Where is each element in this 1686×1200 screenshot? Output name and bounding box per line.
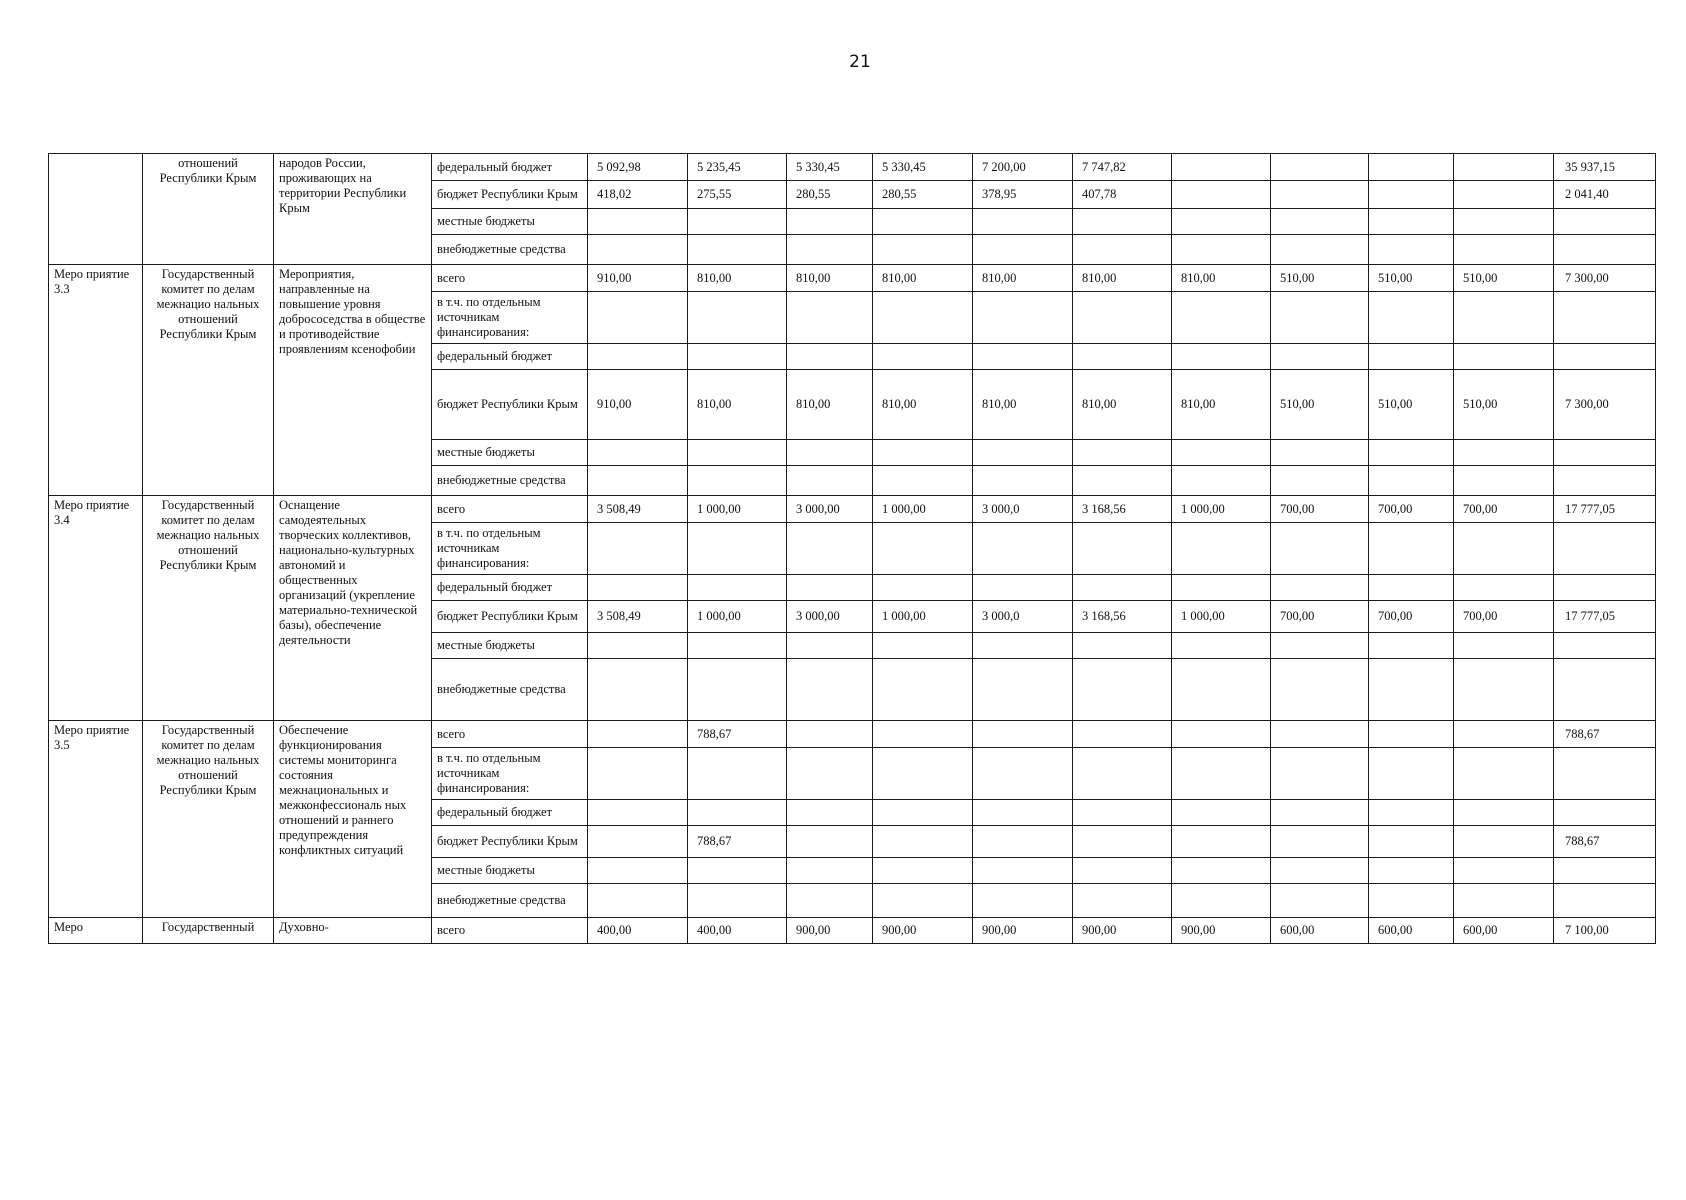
value-cell bbox=[1454, 800, 1554, 826]
value-cell: 900,00 bbox=[873, 918, 973, 944]
value-cell bbox=[787, 209, 873, 235]
value-cell bbox=[1454, 748, 1554, 800]
value-cell bbox=[1454, 659, 1554, 721]
measure-id-cell bbox=[49, 154, 143, 265]
value-cell bbox=[688, 466, 787, 496]
value-cell bbox=[688, 858, 787, 884]
value-cell bbox=[787, 292, 873, 344]
value-cell bbox=[1271, 826, 1369, 858]
value-cell bbox=[1271, 884, 1369, 918]
value-cell bbox=[873, 800, 973, 826]
value-cell bbox=[973, 748, 1073, 800]
value-cell bbox=[688, 440, 787, 466]
value-cell: 3 000,00 bbox=[787, 496, 873, 523]
funding-source-cell: бюджет Республики Крым bbox=[432, 826, 588, 858]
value-cell bbox=[1172, 466, 1271, 496]
value-cell bbox=[787, 659, 873, 721]
value-cell: 900,00 bbox=[1172, 918, 1271, 944]
value-cell bbox=[1454, 633, 1554, 659]
funding-source-cell: всего bbox=[432, 721, 588, 748]
value-cell bbox=[1271, 800, 1369, 826]
value-cell bbox=[1172, 440, 1271, 466]
value-cell bbox=[1073, 633, 1172, 659]
total-cell bbox=[1554, 659, 1656, 721]
value-cell bbox=[688, 659, 787, 721]
value-cell: 5 330,45 bbox=[787, 154, 873, 181]
value-cell bbox=[1172, 800, 1271, 826]
value-cell bbox=[873, 748, 973, 800]
value-cell bbox=[787, 633, 873, 659]
value-cell bbox=[1271, 748, 1369, 800]
value-cell: 3 000,00 bbox=[787, 601, 873, 633]
value-cell bbox=[973, 800, 1073, 826]
funding-source-cell: федеральный бюджет bbox=[432, 575, 588, 601]
value-cell bbox=[1073, 858, 1172, 884]
value-cell bbox=[688, 344, 787, 370]
value-cell bbox=[873, 466, 973, 496]
funding-source-cell: местные бюджеты bbox=[432, 633, 588, 659]
value-cell bbox=[588, 826, 688, 858]
value-cell bbox=[1271, 659, 1369, 721]
value-cell: 788,67 bbox=[688, 826, 787, 858]
value-cell bbox=[1454, 523, 1554, 575]
value-cell: 275,55 bbox=[688, 181, 787, 209]
total-cell: 788,67 bbox=[1554, 721, 1656, 748]
value-cell: 3 168,56 bbox=[1073, 496, 1172, 523]
value-cell bbox=[1454, 858, 1554, 884]
value-cell bbox=[1271, 440, 1369, 466]
total-cell bbox=[1554, 858, 1656, 884]
funding-source-cell: внебюджетные средства bbox=[432, 466, 588, 496]
total-cell bbox=[1554, 884, 1656, 918]
funding-source-cell: федеральный бюджет bbox=[432, 344, 588, 370]
value-cell: 3 168,56 bbox=[1073, 601, 1172, 633]
value-cell bbox=[1073, 344, 1172, 370]
value-cell bbox=[973, 440, 1073, 466]
value-cell bbox=[1369, 523, 1454, 575]
value-cell bbox=[688, 800, 787, 826]
measure-description-cell: Оснащение самодеятельных творческих коллективов, национально-культурных автономий и общественных организаций (укрепление материально-технической базы), обеспечение деятельности bbox=[274, 496, 432, 721]
total-cell bbox=[1554, 575, 1656, 601]
value-cell bbox=[973, 659, 1073, 721]
value-cell bbox=[1172, 884, 1271, 918]
value-cell bbox=[588, 800, 688, 826]
value-cell bbox=[588, 235, 688, 265]
value-cell bbox=[1369, 800, 1454, 826]
value-cell bbox=[973, 826, 1073, 858]
table-row bbox=[49, 496, 1656, 523]
value-cell bbox=[1271, 523, 1369, 575]
value-cell bbox=[1454, 181, 1554, 209]
value-cell bbox=[1454, 209, 1554, 235]
value-cell bbox=[1172, 748, 1271, 800]
value-cell bbox=[1172, 154, 1271, 181]
measure-description-cell: Духовно- bbox=[274, 918, 432, 944]
funding-source-cell: бюджет Республики Крым bbox=[432, 370, 588, 440]
value-cell bbox=[787, 748, 873, 800]
total-cell bbox=[1554, 800, 1656, 826]
value-cell bbox=[973, 466, 1073, 496]
value-cell: 510,00 bbox=[1454, 265, 1554, 292]
value-cell: 910,00 bbox=[588, 265, 688, 292]
value-cell: 910,00 bbox=[588, 370, 688, 440]
value-cell bbox=[1073, 884, 1172, 918]
value-cell bbox=[1073, 721, 1172, 748]
value-cell bbox=[873, 440, 973, 466]
value-cell bbox=[1271, 721, 1369, 748]
funding-source-cell: внебюджетные средства bbox=[432, 235, 588, 265]
value-cell bbox=[1073, 659, 1172, 721]
value-cell bbox=[1172, 344, 1271, 370]
value-cell bbox=[973, 633, 1073, 659]
value-cell bbox=[1271, 209, 1369, 235]
value-cell bbox=[1369, 633, 1454, 659]
value-cell: 810,00 bbox=[1073, 370, 1172, 440]
value-cell bbox=[1454, 575, 1554, 601]
value-cell bbox=[1369, 826, 1454, 858]
funding-source-cell: местные бюджеты bbox=[432, 440, 588, 466]
value-cell bbox=[1172, 633, 1271, 659]
value-cell: 510,00 bbox=[1271, 265, 1369, 292]
value-cell: 1 000,00 bbox=[873, 601, 973, 633]
value-cell bbox=[787, 826, 873, 858]
measure-id-cell: Меро приятие 3.5 bbox=[49, 721, 143, 918]
value-cell bbox=[973, 344, 1073, 370]
value-cell: 1 000,00 bbox=[688, 601, 787, 633]
funding-source-cell: внебюджетные средства bbox=[432, 659, 588, 721]
value-cell bbox=[1369, 721, 1454, 748]
value-cell bbox=[588, 884, 688, 918]
value-cell bbox=[1369, 209, 1454, 235]
value-cell bbox=[1073, 826, 1172, 858]
value-cell bbox=[973, 235, 1073, 265]
funding-source-cell: местные бюджеты bbox=[432, 209, 588, 235]
value-cell bbox=[1172, 181, 1271, 209]
funding-source-cell: бюджет Республики Крым bbox=[432, 181, 588, 209]
value-cell bbox=[1172, 858, 1271, 884]
funding-source-cell: всего bbox=[432, 496, 588, 523]
value-cell: 400,00 bbox=[688, 918, 787, 944]
value-cell bbox=[787, 523, 873, 575]
value-cell: 700,00 bbox=[1369, 601, 1454, 633]
value-cell bbox=[1454, 292, 1554, 344]
value-cell bbox=[1369, 858, 1454, 884]
value-cell bbox=[873, 884, 973, 918]
value-cell: 810,00 bbox=[1073, 265, 1172, 292]
value-cell bbox=[787, 575, 873, 601]
value-cell bbox=[973, 292, 1073, 344]
total-cell bbox=[1554, 633, 1656, 659]
funding-source-cell: в т.ч. по отдельным источникам финансирования: bbox=[432, 523, 588, 575]
value-cell bbox=[1369, 440, 1454, 466]
value-cell bbox=[588, 209, 688, 235]
total-cell bbox=[1554, 466, 1656, 496]
funding-source-cell: всего bbox=[432, 265, 588, 292]
value-cell bbox=[1271, 575, 1369, 601]
total-cell bbox=[1554, 748, 1656, 800]
value-cell bbox=[873, 633, 973, 659]
value-cell bbox=[588, 633, 688, 659]
value-cell bbox=[873, 858, 973, 884]
funding-source-cell: федеральный бюджет bbox=[432, 800, 588, 826]
value-cell bbox=[1172, 235, 1271, 265]
value-cell bbox=[588, 858, 688, 884]
value-cell bbox=[873, 523, 973, 575]
funding-source-cell: бюджет Республики Крым bbox=[432, 601, 588, 633]
value-cell: 600,00 bbox=[1454, 918, 1554, 944]
value-cell: 810,00 bbox=[688, 370, 787, 440]
value-cell bbox=[787, 466, 873, 496]
value-cell bbox=[688, 235, 787, 265]
measure-id-cell: Меро приятие 3.4 bbox=[49, 496, 143, 721]
value-cell bbox=[1271, 344, 1369, 370]
value-cell bbox=[1172, 826, 1271, 858]
value-cell: 810,00 bbox=[873, 370, 973, 440]
value-cell bbox=[1172, 209, 1271, 235]
value-cell bbox=[688, 523, 787, 575]
funding-source-cell: федеральный бюджет bbox=[432, 154, 588, 181]
value-cell bbox=[1271, 858, 1369, 884]
value-cell bbox=[1172, 292, 1271, 344]
value-cell bbox=[787, 858, 873, 884]
executor-cell: Государственный комитет по делам межнацио нальных отношений Республики Крым bbox=[143, 496, 274, 721]
value-cell bbox=[588, 466, 688, 496]
value-cell bbox=[1271, 466, 1369, 496]
value-cell bbox=[1073, 292, 1172, 344]
value-cell: 5 092,98 bbox=[588, 154, 688, 181]
value-cell bbox=[1369, 884, 1454, 918]
value-cell bbox=[973, 209, 1073, 235]
total-cell: 7 300,00 bbox=[1554, 265, 1656, 292]
value-cell bbox=[1454, 884, 1554, 918]
value-cell: 810,00 bbox=[688, 265, 787, 292]
total-cell: 17 777,05 bbox=[1554, 496, 1656, 523]
value-cell: 3 508,49 bbox=[588, 496, 688, 523]
value-cell: 3 000,0 bbox=[973, 601, 1073, 633]
value-cell bbox=[873, 721, 973, 748]
value-cell: 3 508,49 bbox=[588, 601, 688, 633]
value-cell: 700,00 bbox=[1454, 496, 1554, 523]
funding-source-cell: местные бюджеты bbox=[432, 858, 588, 884]
value-cell: 700,00 bbox=[1271, 496, 1369, 523]
total-cell bbox=[1554, 235, 1656, 265]
funding-source-cell: в т.ч. по отдельным источникам финансирования: bbox=[432, 748, 588, 800]
value-cell bbox=[1073, 748, 1172, 800]
value-cell: 510,00 bbox=[1454, 370, 1554, 440]
measure-description-cell: Обеспечение функционирования системы мониторинга состояния межнациональных и межконфессиональ ных отношений и раннего предупреждения конфликтных ситуаций bbox=[274, 721, 432, 918]
table-row bbox=[49, 265, 1656, 292]
value-cell bbox=[688, 748, 787, 800]
value-cell bbox=[873, 344, 973, 370]
value-cell: 1 000,00 bbox=[873, 496, 973, 523]
value-cell bbox=[873, 826, 973, 858]
value-cell bbox=[873, 235, 973, 265]
value-cell: 700,00 bbox=[1271, 601, 1369, 633]
page-number: 21 bbox=[849, 52, 871, 72]
value-cell bbox=[873, 292, 973, 344]
value-cell bbox=[1073, 235, 1172, 265]
value-cell: 810,00 bbox=[1172, 265, 1271, 292]
value-cell bbox=[1369, 292, 1454, 344]
funding-source-cell: в т.ч. по отдельным источникам финансирования: bbox=[432, 292, 588, 344]
value-cell bbox=[1172, 575, 1271, 601]
total-cell: 7 100,00 bbox=[1554, 918, 1656, 944]
value-cell: 510,00 bbox=[1271, 370, 1369, 440]
value-cell bbox=[688, 884, 787, 918]
value-cell: 700,00 bbox=[1369, 496, 1454, 523]
value-cell bbox=[588, 344, 688, 370]
executor-cell: Государственный bbox=[143, 918, 274, 944]
value-cell bbox=[1369, 344, 1454, 370]
value-cell bbox=[1454, 826, 1554, 858]
value-cell: 900,00 bbox=[973, 918, 1073, 944]
value-cell bbox=[787, 344, 873, 370]
value-cell: 510,00 bbox=[1369, 265, 1454, 292]
value-cell bbox=[588, 748, 688, 800]
total-cell: 2 041,40 bbox=[1554, 181, 1656, 209]
value-cell: 600,00 bbox=[1271, 918, 1369, 944]
table-row bbox=[49, 721, 1656, 748]
funding-source-cell: всего bbox=[432, 918, 588, 944]
value-cell bbox=[1073, 209, 1172, 235]
value-cell: 700,00 bbox=[1454, 601, 1554, 633]
total-cell bbox=[1554, 292, 1656, 344]
value-cell: 810,00 bbox=[787, 265, 873, 292]
table-row bbox=[49, 154, 1656, 181]
funding-source-cell: внебюджетные средства bbox=[432, 884, 588, 918]
value-cell: 400,00 bbox=[588, 918, 688, 944]
value-cell bbox=[588, 721, 688, 748]
value-cell bbox=[1454, 344, 1554, 370]
value-cell bbox=[1369, 575, 1454, 601]
value-cell bbox=[1369, 181, 1454, 209]
measure-id-cell: Меро bbox=[49, 918, 143, 944]
value-cell bbox=[787, 800, 873, 826]
value-cell bbox=[1073, 800, 1172, 826]
value-cell bbox=[1271, 235, 1369, 265]
value-cell bbox=[973, 575, 1073, 601]
value-cell bbox=[1073, 523, 1172, 575]
table-row bbox=[49, 918, 1656, 944]
value-cell: 378,95 bbox=[973, 181, 1073, 209]
value-cell: 510,00 bbox=[1369, 370, 1454, 440]
value-cell: 788,67 bbox=[688, 721, 787, 748]
value-cell bbox=[973, 884, 1073, 918]
value-cell bbox=[688, 633, 787, 659]
total-cell bbox=[1554, 523, 1656, 575]
executor-cell: Государственный комитет по делам межнацио нальных отношений Республики Крым bbox=[143, 721, 274, 918]
value-cell bbox=[1454, 440, 1554, 466]
value-cell bbox=[1454, 466, 1554, 496]
total-cell: 35 937,15 bbox=[1554, 154, 1656, 181]
value-cell bbox=[1271, 292, 1369, 344]
value-cell: 1 000,00 bbox=[688, 496, 787, 523]
value-cell: 900,00 bbox=[787, 918, 873, 944]
value-cell: 407,78 bbox=[1073, 181, 1172, 209]
value-cell: 5 330,45 bbox=[873, 154, 973, 181]
value-cell bbox=[973, 523, 1073, 575]
value-cell bbox=[1271, 181, 1369, 209]
value-cell bbox=[588, 523, 688, 575]
value-cell bbox=[1271, 633, 1369, 659]
value-cell bbox=[588, 659, 688, 721]
value-cell bbox=[1172, 523, 1271, 575]
value-cell bbox=[1172, 659, 1271, 721]
value-cell bbox=[588, 575, 688, 601]
value-cell bbox=[1454, 721, 1554, 748]
total-cell: 7 300,00 bbox=[1554, 370, 1656, 440]
value-cell: 810,00 bbox=[1172, 370, 1271, 440]
total-cell bbox=[1554, 209, 1656, 235]
value-cell bbox=[787, 440, 873, 466]
value-cell bbox=[1369, 659, 1454, 721]
value-cell bbox=[873, 209, 973, 235]
value-cell bbox=[973, 858, 1073, 884]
measure-id-cell: Меро приятие 3.3 bbox=[49, 265, 143, 496]
total-cell bbox=[1554, 344, 1656, 370]
value-cell: 1 000,00 bbox=[1172, 496, 1271, 523]
value-cell bbox=[1369, 466, 1454, 496]
value-cell bbox=[1271, 154, 1369, 181]
value-cell bbox=[1172, 721, 1271, 748]
value-cell bbox=[688, 209, 787, 235]
value-cell bbox=[873, 575, 973, 601]
value-cell bbox=[1369, 154, 1454, 181]
value-cell: 7 200,00 bbox=[973, 154, 1073, 181]
value-cell bbox=[973, 721, 1073, 748]
value-cell: 1 000,00 bbox=[1172, 601, 1271, 633]
value-cell: 810,00 bbox=[873, 265, 973, 292]
value-cell bbox=[787, 884, 873, 918]
value-cell: 5 235,45 bbox=[688, 154, 787, 181]
value-cell bbox=[1454, 235, 1554, 265]
executor-cell: отношений Республики Крым bbox=[143, 154, 274, 265]
value-cell: 600,00 bbox=[1369, 918, 1454, 944]
value-cell: 3 000,0 bbox=[973, 496, 1073, 523]
value-cell bbox=[787, 721, 873, 748]
total-cell bbox=[1554, 440, 1656, 466]
value-cell: 900,00 bbox=[1073, 918, 1172, 944]
value-cell bbox=[1073, 440, 1172, 466]
measure-description-cell: Мероприятия, направленные на повышение уровня добрососедства в обществе и противодействие проявлениям ксенофобии bbox=[274, 265, 432, 496]
value-cell: 280,55 bbox=[873, 181, 973, 209]
measure-description-cell: народов России, проживающих на территории Республики Крым bbox=[274, 154, 432, 265]
value-cell bbox=[688, 292, 787, 344]
value-cell bbox=[588, 292, 688, 344]
value-cell bbox=[688, 575, 787, 601]
budget-table bbox=[48, 153, 1656, 944]
value-cell bbox=[873, 659, 973, 721]
value-cell: 418,02 bbox=[588, 181, 688, 209]
value-cell bbox=[1073, 466, 1172, 496]
executor-cell: Государственный комитет по делам межнацио нальных отношений Республики Крым bbox=[143, 265, 274, 496]
total-cell: 788,67 bbox=[1554, 826, 1656, 858]
value-cell bbox=[1369, 748, 1454, 800]
value-cell bbox=[1454, 154, 1554, 181]
value-cell bbox=[1369, 235, 1454, 265]
value-cell: 280,55 bbox=[787, 181, 873, 209]
value-cell: 810,00 bbox=[973, 265, 1073, 292]
value-cell bbox=[787, 235, 873, 265]
value-cell bbox=[1073, 575, 1172, 601]
value-cell: 810,00 bbox=[973, 370, 1073, 440]
value-cell: 7 747,82 bbox=[1073, 154, 1172, 181]
value-cell bbox=[588, 440, 688, 466]
total-cell: 17 777,05 bbox=[1554, 601, 1656, 633]
value-cell: 810,00 bbox=[787, 370, 873, 440]
